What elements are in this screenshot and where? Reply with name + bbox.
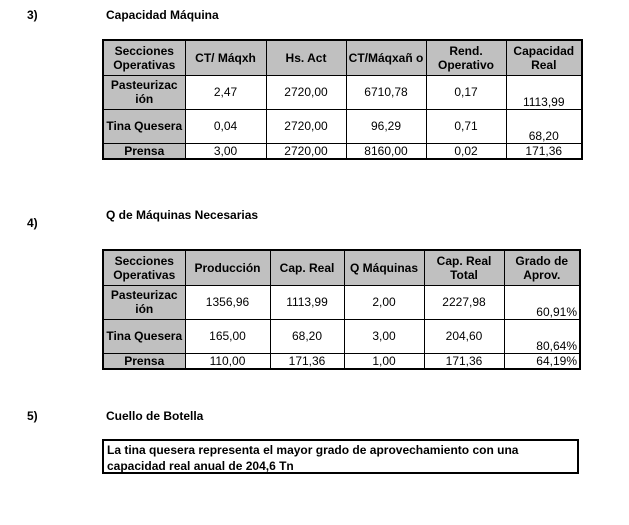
row-name: Pasteurizac ión <box>103 75 185 109</box>
q-maquinas-cell: 1,00 <box>344 353 424 369</box>
rend-cell: 0,02 <box>426 143 506 159</box>
header-ct-maqxano: CT/Máqxañ o <box>346 40 426 75</box>
q-maquinas-cell: 3,00 <box>344 319 424 353</box>
q-maquinas-cell: 2,00 <box>344 285 424 319</box>
row-name: Prensa <box>103 143 185 159</box>
grado-aprov-cell: 60,91% <box>504 285 580 319</box>
cap-real-cell: 68,20 <box>506 109 582 143</box>
ct-maqxh-cell: 0,04 <box>185 109 266 143</box>
row-name: Tina Quesera <box>103 319 185 353</box>
capacidad-maquina-table <box>102 39 583 160</box>
hs-act-cell: 2720,00 <box>266 75 346 109</box>
produccion-cell: 110,00 <box>185 353 270 369</box>
section-4-title: Q de Máquinas Necesarias <box>106 208 259 222</box>
table-row <box>103 319 580 353</box>
header-secciones-operativas: Secciones Operativas <box>103 40 185 75</box>
hs-act-cell: 2720,00 <box>266 109 346 143</box>
section-5-title: Cuello de Botella <box>106 409 204 423</box>
table-row <box>103 109 582 143</box>
cap-real-cell: 1113,99 <box>270 285 344 319</box>
ct-maqxh-cell: 2,47 <box>185 75 266 109</box>
rend-cell: 0,71 <box>426 109 506 143</box>
rend-cell: 0,17 <box>426 75 506 109</box>
ct-maqxano-cell: 96,29 <box>346 109 426 143</box>
table-row <box>103 353 580 369</box>
ct-maqxano-cell: 8160,00 <box>346 143 426 159</box>
row-name: Pasteurizac ión <box>103 285 185 319</box>
header-produccion: Producción <box>185 250 270 285</box>
table-row <box>103 285 580 319</box>
table-header-row <box>103 250 580 285</box>
header-rend-operativo: Rend. Operativo <box>426 40 506 75</box>
grado-aprov-cell: 64,19% <box>504 353 580 369</box>
header-ct-maqxh: CT/ Máqxh <box>185 40 266 75</box>
header-grado-aprov: Grado de Aprov. <box>504 250 580 285</box>
cap-real-cell: 171,36 <box>506 143 582 159</box>
produccion-cell: 165,00 <box>185 319 270 353</box>
header-secciones-operativas: Secciones Operativas <box>103 250 185 285</box>
conclusion-box: La tina quesera representa el mayor grado de aprovechamiento con una capacidad real anual de 204,6 Tn <box>102 439 579 474</box>
header-cap-real: Cap. Real <box>270 250 344 285</box>
table-header-row <box>103 40 582 75</box>
table-row <box>103 75 582 109</box>
produccion-cell: 1356,96 <box>185 285 270 319</box>
ct-maqxano-cell: 6710,78 <box>346 75 426 109</box>
cap-real-total-cell: 2227,98 <box>424 285 504 319</box>
cap-real-total-cell: 204,60 <box>424 319 504 353</box>
cap-real-total-cell: 171,36 <box>424 353 504 369</box>
header-cap-real-total: Cap. Real Total <box>424 250 504 285</box>
section-4-number: 4) <box>27 216 38 230</box>
ct-maqxh-cell: 3,00 <box>185 143 266 159</box>
table-row <box>103 143 582 159</box>
section-3-title: Capacidad Máquina <box>106 8 219 22</box>
header-hs-act: Hs. Act <box>266 40 346 75</box>
section-5-number: 5) <box>27 409 38 423</box>
cap-real-cell: 1113,99 <box>506 75 582 109</box>
q-maquinas-table <box>102 249 581 370</box>
hs-act-cell: 2720,00 <box>266 143 346 159</box>
grado-aprov-cell: 80,64% <box>504 319 580 353</box>
section-3-number: 3) <box>27 8 38 22</box>
header-q-maquinas: Q Máquinas <box>344 250 424 285</box>
row-name: Prensa <box>103 353 185 369</box>
cap-real-cell: 68,20 <box>270 319 344 353</box>
cap-real-cell: 171,36 <box>270 353 344 369</box>
header-capacidad-real: Capacidad Real <box>506 40 582 75</box>
row-name: Tina Quesera <box>103 109 185 143</box>
